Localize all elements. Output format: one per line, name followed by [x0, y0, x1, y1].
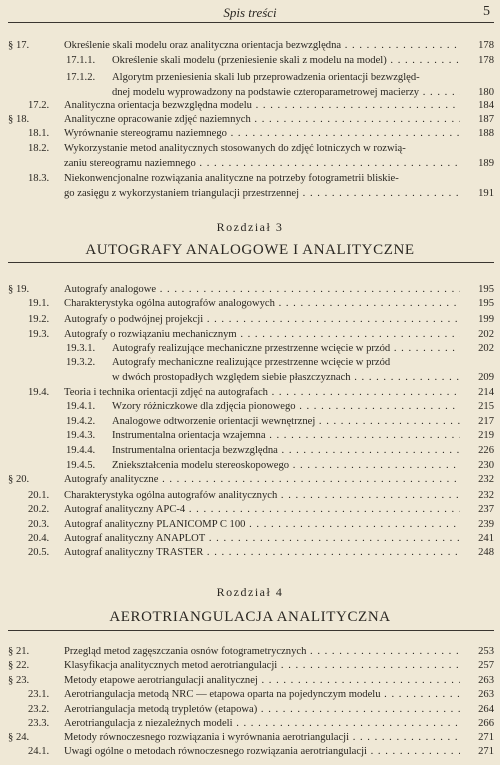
toc-entry-title: Analityczna orientacja bezwzględna modelu . . .	[64, 99, 460, 112]
toc-entry-number: 18.2.	[28, 143, 50, 154]
toc-entry-number: 19.3.	[28, 329, 50, 340]
toc-entry-title: Charakterystyka ogólna autografów analogowych . . .	[64, 297, 460, 310]
toc-entry-title: Przegląd metod zagęszczania osnów fotogrametrycznych . . .	[64, 645, 460, 658]
toc-entry-page: 180	[478, 87, 494, 98]
toc-entry-number: 20.5.	[28, 547, 50, 558]
toc-entry-title: Autografy o podwójnej projekcji . . .	[64, 313, 460, 326]
toc-entry-title: Algorytm przeniesienia skali lub przeprowadzenia orientacji bezwzględ-	[112, 72, 420, 83]
chapter-title: AUTOGRAFY ANALOGOWE I ANALITYCZNE	[85, 242, 415, 258]
toc-entry-number: 20.1.	[28, 490, 50, 501]
toc-entry-page: 178	[478, 40, 494, 51]
toc-entry-title: Autografy realizujące mechaniczne przestrzenne wcięcie w przód . . .	[112, 342, 460, 355]
toc-entry-title: Autograf analityczny TRASTER . . .	[64, 546, 460, 559]
toc-entry-number: 19.4.1.	[66, 401, 96, 412]
toc-entry-number: § 20.	[8, 474, 30, 485]
toc-entry-title: Autograf analityczny APC-4 . . .	[64, 503, 460, 516]
toc-entry-title: w dwóch prostopadłych względem siebie płaszczyznach . . .	[112, 371, 460, 384]
toc-entry-number: 24.1.	[28, 746, 50, 757]
toc-entry-page: 214	[478, 387, 494, 398]
toc-entry-number: § 22.	[8, 660, 30, 671]
toc-entry-number: 23.1.	[28, 689, 50, 700]
toc-entry-title: Klasyfikacja analitycznych metod aerotriangulacji . . .	[64, 659, 460, 672]
toc-entry-title: Zniekształcenia modelu stereoskopowego . . .	[112, 459, 460, 472]
toc-entry-title: Metody równoczesnego rozwiązania i wyrównania aerotriangulacji . . .	[64, 731, 460, 744]
toc-entry-title: Uwagi ogólne o metodach równoczesnego rozwiązania aerotriangulacji . . .	[64, 745, 460, 758]
toc-entry-title: Instrumentalna orientacja wzajemna . . .	[112, 429, 460, 442]
toc-entry-page: 188	[478, 128, 494, 139]
toc-entry-page: 215	[478, 401, 494, 412]
toc-entry-number: § 23.	[8, 675, 30, 686]
toc-entry-number: 19.3.1.	[66, 343, 96, 354]
toc-entry-page: 248	[478, 547, 494, 558]
toc-entry-page: 202	[478, 343, 494, 354]
toc-entry-number: § 19.	[8, 284, 30, 295]
toc-entry-title: Aerotriangulacja metodą NRC — etapowa oparta na pojedynczym modelu . . .	[64, 688, 460, 701]
toc-entry-title: dnej modelu wyprowadzony na podstawie czteroparametrowej macierzy . . .	[112, 86, 460, 99]
chapter-title: AEROTRIANGULACJA ANALITYCZNA	[109, 609, 391, 625]
toc-entry-page: 209	[478, 372, 494, 383]
toc-entry-title: Aerotriangulacja z niezależnych modeli . . .	[64, 717, 460, 730]
running-head	[0, 4, 500, 24]
toc-entry-number: 17.1.2.	[66, 72, 96, 83]
toc-entry-page: 237	[478, 504, 494, 515]
toc-entry-number: 20.2.	[28, 504, 50, 515]
chapter-rule	[8, 262, 494, 263]
toc-entry-title: Autograf analityczny PLANICOMP C 100 . . .	[64, 518, 460, 531]
toc-entry-page: 253	[478, 646, 494, 657]
toc-entry-number: 19.3.2.	[66, 357, 96, 368]
toc-entry-number: 19.1.	[28, 298, 50, 309]
toc-entry-page: 271	[478, 732, 494, 743]
running-title: Spis treści	[223, 5, 277, 20]
toc-entry-page: 199	[478, 314, 494, 325]
toc-entry-title: Wzory różniczkowe dla zdjęcia pionowego . . .	[112, 400, 460, 413]
toc-entry-number: 19.2.	[28, 314, 50, 325]
toc-entry-page: 241	[478, 533, 494, 544]
toc-entry-title: Metody etapowe aerotriangulacji analitycznej . . .	[64, 674, 460, 687]
toc-entry-title: Wykorzystanie metod analitycznych stosowanych do zdjęć lotniczych w rozwią-	[64, 143, 406, 154]
toc-entry-page: 191	[478, 188, 494, 199]
toc-entry-page: 239	[478, 519, 494, 530]
toc-entry-page: 264	[478, 704, 494, 715]
toc-entry-title: Autografy o rozwiązaniu mechanicznym . . .	[64, 328, 460, 341]
toc-entry-number: § 17.	[8, 40, 30, 51]
toc-entry-title: Aerotriangulacja metodą trypletów (etapowa) . . .	[64, 703, 460, 716]
header-rule	[8, 22, 494, 23]
toc-entry-page: 266	[478, 718, 494, 729]
toc-entry-number: 19.4.4.	[66, 445, 96, 456]
toc-entry-page: 263	[478, 689, 494, 700]
toc-entry-number: § 21.	[8, 646, 30, 657]
toc-entry-page: 263	[478, 675, 494, 686]
toc-entry-page: 178	[478, 55, 494, 66]
chapter-rule	[8, 630, 494, 631]
toc-entry-page: 217	[478, 416, 494, 427]
toc-entry-number: 20.3.	[28, 519, 50, 530]
toc-entry-title: Określenie skali modelu oraz analityczna orientacja bezwzględna . . .	[64, 39, 460, 52]
toc-entry-page: 257	[478, 660, 494, 671]
toc-entry-page: 202	[478, 329, 494, 340]
toc-entry-title: go zasięgu z wykorzystaniem triangulacji przestrzennej . . .	[64, 187, 460, 200]
toc-entry-page: 271	[478, 746, 494, 757]
toc-entry-title: Charakterystyka ogólna autografów analitycznych . . .	[64, 489, 460, 502]
toc-entry-title: Określenie skali modelu (przeniesienie skali z modelu na model) . . .	[112, 54, 460, 67]
toc-entry-page: 226	[478, 445, 494, 456]
toc-entry-number: 19.4.3.	[66, 430, 96, 441]
toc-entry-page: 189	[478, 158, 494, 169]
toc-entry-title: Niekonwencjonalne rozwiązania analityczne na potrzeby fotogrametrii bliskie-	[64, 173, 399, 184]
toc-entry-title: Analityczne opracowanie zdjęć naziemnych . . .	[64, 113, 460, 126]
toc-entry-page: 232	[478, 474, 494, 485]
toc-entry-title: zaniu stereogramu naziemnego . . .	[64, 157, 460, 170]
toc-entry-title: Wyrównanie stereogramu naziemnego . . .	[64, 127, 460, 140]
toc-entry-page: 184	[478, 100, 494, 111]
toc-entry-title: Autografy analityczne . . .	[64, 473, 460, 486]
toc-entry-title: Autografy mechaniczne realizujące przestrzenne wcięcie w przód	[112, 357, 391, 368]
chapter-label: Rozdział 4	[216, 585, 284, 599]
toc-entry-number: § 18.	[8, 114, 30, 125]
toc-entry-title: Instrumentalna orientacja bezwzględna . . .	[112, 444, 460, 457]
toc-entry-title: Autografy analogowe . . .	[64, 283, 460, 296]
toc-entry-page: 187	[478, 114, 494, 125]
toc-entry-number: 23.2.	[28, 704, 50, 715]
toc-entry-title: Teoria i technika orientacji zdjęć na autografach . . .	[64, 386, 460, 399]
toc-entry-page: 195	[478, 298, 494, 309]
toc-entry-title: Autograf analityczny ANAPLOT . . .	[64, 532, 460, 545]
toc-entry-number: 17.1.1.	[66, 55, 96, 66]
toc-entry-number: 20.4.	[28, 533, 50, 544]
toc-entry-number: 18.3.	[28, 173, 50, 184]
toc-entry-page: 230	[478, 460, 494, 471]
toc-entry-number: 17.2.	[28, 100, 50, 111]
toc-entry-number: 23.3.	[28, 718, 50, 729]
toc-entry-title: Analogowe odtworzenie orientacji wewnętrznej . . .	[112, 415, 460, 428]
chapter-label: Rozdział 3	[216, 220, 284, 234]
toc-entry-number: 19.4.2.	[66, 416, 96, 427]
toc-entry-number: 19.4.	[28, 387, 50, 398]
toc-entry-page: 195	[478, 284, 494, 295]
page-number: 5	[483, 4, 490, 19]
toc-entry-page: 232	[478, 490, 494, 501]
toc-entry-number: 18.1.	[28, 128, 50, 139]
toc-entry-page: 219	[478, 430, 494, 441]
toc-entry-number: 19.4.5.	[66, 460, 96, 471]
toc-entry-number: § 24.	[8, 732, 30, 743]
